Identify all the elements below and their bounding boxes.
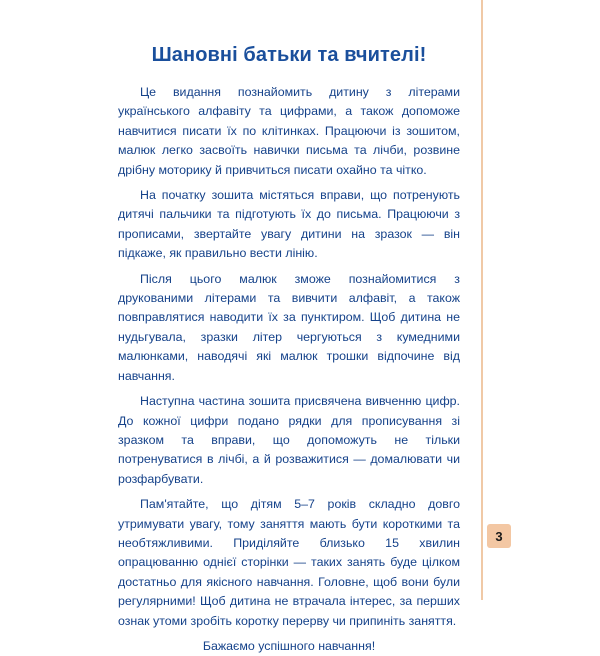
paragraph-3: Після цього малюк зможе познайомитися з друкованими літерами та вивчити алфавіт, а також повправлятися наводити їх за пунктиром. Щоб дитина не нудьгувала, зразки літер чергуються з кумедними малюнками, наводячі які малюк трошки відпочине від навчання.	[118, 271, 460, 383]
paragraph-2: На початку зошита містяться вправи, що потренують дитячі пальчики та підготують їх до письма. Працюючи з прописами, звертайте увагу дитини на зразок — він підкаже, як правильно вести лінію.	[118, 188, 460, 261]
paragraph-4: Наступна частина зошита присвячена вивченню цифр. До кожної цифри подано рядки для прописування зі зразком та вправи, що допоможуть не тільки потренуватися в лічбі, а й розважитися — домалювати чи розфарбувати.	[118, 394, 460, 486]
paragraph-5: Пам'ятайте, що дітям 5–7 років складно довго утримувати увагу, тому заняття мають бути короткими та необтяжливими. Приділяйте близько 15 хвилин опрацюванню однієї сторінки — таких занять буде цілком достатньо для якісного навчання. Головне, щоб вони були регулярними! Щоб дитина не втрачала інтерес, за перших ознак утоми зробіть коротку перерву чи припиніть заняття.	[118, 497, 460, 628]
closing-line: Бажаємо успішного навчання!	[202, 638, 376, 653]
margin-line	[481, 0, 483, 600]
page-number-badge: 3	[487, 524, 511, 548]
text-content	[118, 44, 460, 656]
paragraph-1: Це видання познайомить дитину з літерами українського алфавіту та цифрами, а також допоможе навчитися писати їх по клітинках. Працюючи із зошитом, малюк легко засвоїть навички письма та лічби, розвине дрібну моторику й привчиться писати охайно та чітко.	[118, 85, 460, 177]
page-title: Шановні батьки та вчителі!	[151, 44, 427, 66]
